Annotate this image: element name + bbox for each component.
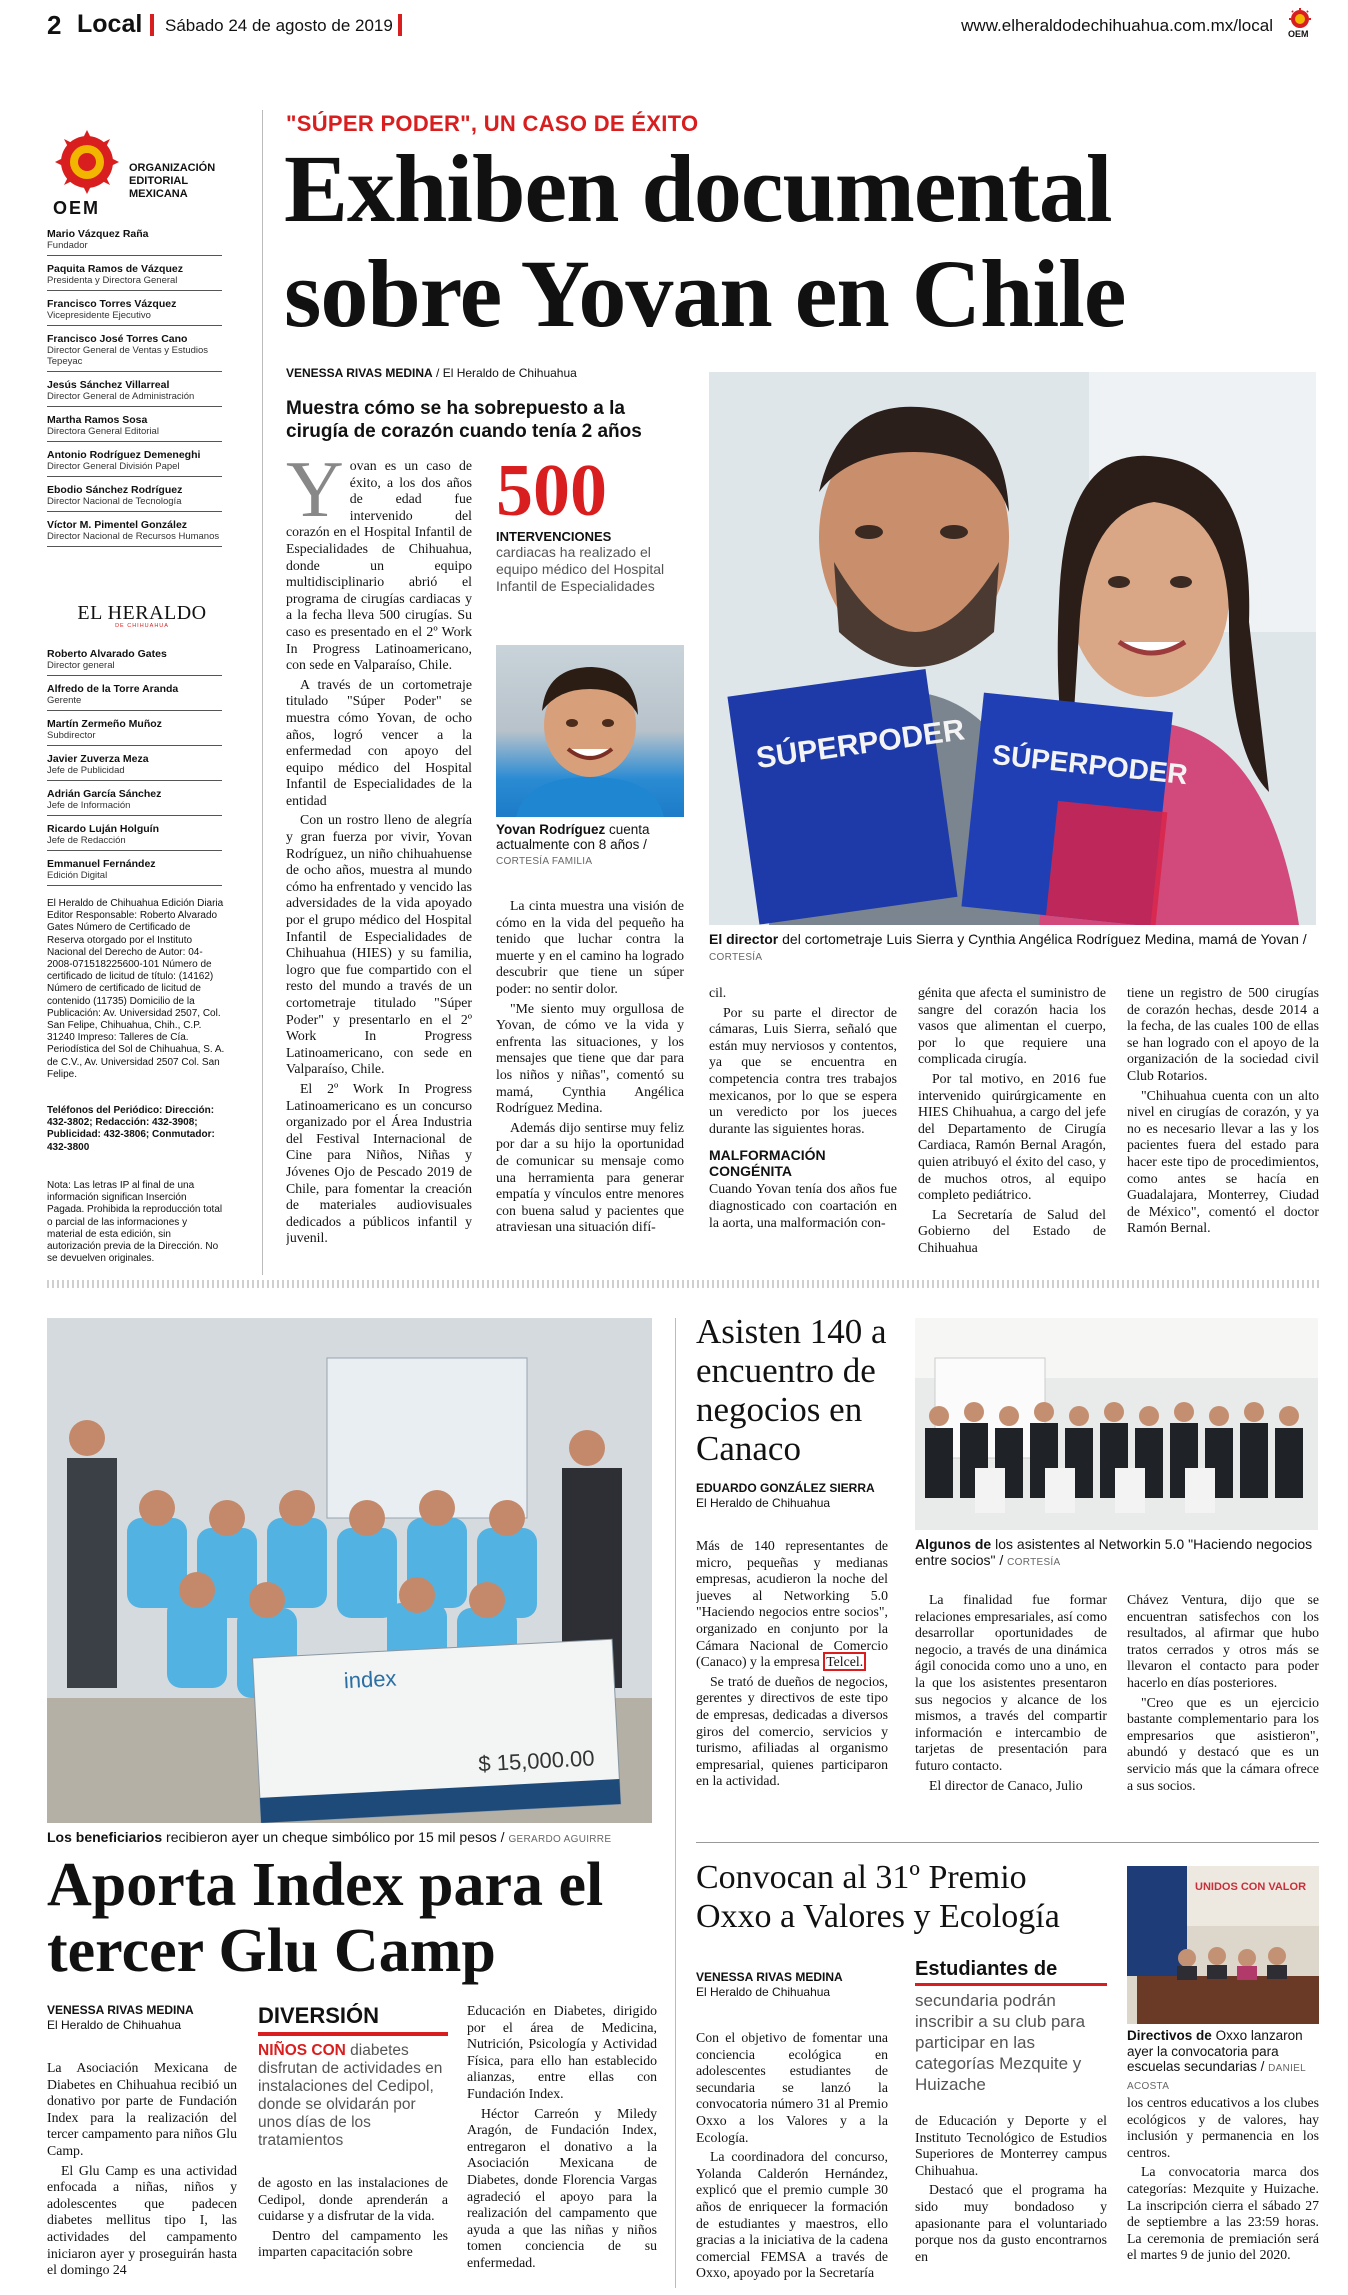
staff-name: Ricardo Luján Holguín [47,823,159,835]
story3-paragraph: "Creo que es un ejercicio bastante complementario para los empresarios que asistieron", abundó y destacó que es un servicio más que la cámara ofrece a sus socios. [1127,1694,1319,1793]
stat-description: cardiacas ha realizado el equipo médico del Hospital Infantil de Especialidades [496,544,665,594]
oem-sun-icon [47,130,127,200]
story1-column-3 [709,985,897,1270]
story1-paragraph: cil. [709,985,727,1000]
disclaimer-note: Nota: Las letras IP al final de una información significan Inserción Pagada. Prohibida la reproducción total o parcial de las informaciones y material de esta edición, sin autorización previa de la Dirección. No se devuelven originales. [47,1180,223,1265]
story4-photo-caption: Directivos de Oxxo lanzaron ayer la convocatoria para escuelas secundarias / DANIEL ACOSTA [1127,2028,1306,2092]
staff-role: Gerente [47,695,222,711]
oem-logo-text: OEM [53,198,101,218]
staff-role: Directora General Editorial [47,426,222,442]
staff-role: Director General de Administración [47,391,222,407]
diversion-lead: NIÑOS CON [258,2042,346,2059]
sidebar-divider [262,110,263,1275]
header-divider [150,14,154,36]
story1-column-2 [496,898,684,1270]
poster-title: SÚPERPODER [754,713,967,776]
story3-author: EDUARDO GONZÁLEZ SIERRA [696,1481,875,1495]
story4-paragraph: Destacó que el programa ha sido muy bondadoso y apasionante para el voluntariado porque nos da gusto encontrarnos en [915,2182,1107,2264]
story3-paragraph: El director de Canaco, Julio [929,1777,1083,1793]
story4-outlet: El Heraldo de Chihuahua [696,1985,831,1999]
staff-name: Javier Zuverza Meza [47,753,149,765]
students-box-text: secundaria podrán inscribir a su club para participar en las categorías Mezquite y Huizache [915,1991,1086,2094]
story4-headline: Convocan al 31º Premio Oxxo a Valores y Ecología [696,1859,1060,1935]
masthead-subtitle: DE CHIHUAHUA [115,623,169,629]
story1-outlet: / El Heraldo de Chihuahua [436,366,577,380]
story1-paragraph: Por tal motivo, en 2016 fue intervenido quirúrgicamente en HIES Chihuahua, a cargo del jefe del Departamento de Cirugía Cardiaca, Ramón Bernal Aragón, quien atribuyó el éxito del caso, y de muchos otros, al equipo completo pediátrico. [918,1070,1106,1203]
story4-column-3 [1127,2095,1319,2290]
story1-paragraph: El 2º Work In Progress Latinoamericano es un concurso organizado por el Área Industria del Festival Internacional de Cine para Niños, Niñas y Jóvenes Ojo de Pescado 2019 de Chile, para fomentar la creación de materiales audiovisuales dedicados a públicos infantil y juvenil. [286,1080,472,1246]
masthead [62,602,222,629]
story3-paragraph: La finalidad fue formar relaciones empresariales, así como desarrollar oportunidades de negocio, a través de una dinámica ágil conocida como uno a uno, en la que los asistentes presentaron sus negocios y alcance de los mismos, a través del compartir información e intercambio de tarjetas de presentación para futuro contacto. [915,1592,1107,1773]
staff-role: Fundador [47,240,222,256]
story3-paragraph [696,1538,888,1671]
oem-small-text: OEM [1288,29,1309,39]
stat-label: INTERVENCIONES [496,529,612,544]
staff-entry [47,519,222,547]
story2-paragraph: El Glu Camp es una actividad enfocada a niñas, niños y adolescentes que padecen diabetes mellitus tipo I, las actividades del campamento iniciaron ayer y proseguirán hasta el domingo 24 [47,2162,237,2278]
story3-photo [915,1318,1318,1530]
kid-caption-text: cuenta actualmente con 8 años [496,822,650,852]
staff-entry [47,449,222,477]
staff-name: Víctor M. Pimentel González [47,519,188,531]
story2-headline: Aporta Index para el tercer Glu Camp [47,1852,604,1985]
staff-name: Paquita Ramos de Vázquez [47,263,183,275]
story2-photo [47,1318,652,1823]
telcel-highlight: Telcel. [823,1652,866,1671]
story1-deck: Muestra cómo se ha sobrepuesto a la cirugía de corazón cuando tenía 2 años [286,398,642,442]
story4-paragraph: los centros educativos a los clubes ecológicos y de valores, hay inclusión y permanencia en los centros. [1127,2095,1319,2160]
check-amount: $ 15,000.00 [477,1745,596,1777]
story2-column-1 [47,2060,237,2290]
story1-caption-bold: El director [709,931,779,947]
story2-paragraph: Educación en Diabetes, dirigido por el área de Medicina, Nutrición, Psicología y Actividad Física, para ello han establecido alianzas, entre ellas con Fundación Index. [467,2003,657,2101]
sidebar [47,130,262,1270]
story1-paragraph: A través de un cortometraje titulado "Súper Poder" se muestra cómo Yovan, de ocho años, logró vencer a la enfermedad con apoyo del equipo médico del Hospital Infantil de Especialidades de la entidad [286,676,472,808]
kid-photo-caption: Yovan Rodríguez cuenta actualmente con 8 años / CORTESÍA FAMILIA [496,822,650,867]
staff-role: Director general [47,660,222,676]
story4-byline [696,1970,896,2000]
staff-role: Jefe de Redacción [47,835,222,851]
story2-caption-text: recibieron ayer un cheque simbólico por 15 mil pesos [166,1829,497,1845]
story4-column-1 [696,2030,888,2290]
staff-entry [47,683,222,711]
staff-role: Director Nacional de Recursos Humanos [47,531,222,547]
story1-paragraph: génita que afecta el suministro de sangre del corazón hacia los vasos que alimentan el cuerpo, por lo que requiere una complicada cirugía. [918,985,1106,1067]
staff-name: Francisco José Torres Cano [47,333,188,345]
story2-paragraph: de agosto en las instalaciones de Cedipol, donde aprenderán a cuidarse y a disfrutar de la vida. [258,2175,448,2224]
staff-role: Director General División Papel [47,461,222,477]
staff-entry [47,228,222,256]
staff-entry [47,414,222,442]
staff-name: Adrián García Sánchez [47,788,162,800]
staff-role: Jefe de Publicidad [47,765,222,781]
group-photo-icon [47,1318,652,1823]
story3-caption-bold: Algunos de [915,1536,992,1552]
story3-photo-credit: CORTESÍA [1007,1557,1061,1568]
kid-caption-name: Yovan Rodríguez [496,822,606,837]
staff-role: Director Nacional de Tecnología [47,496,222,512]
oem-logo [47,130,127,220]
staff-entry [47,484,222,512]
staff-entry [47,379,222,407]
students-box [915,1958,1107,2108]
poster-title-2: SÚPERPODER [990,738,1190,791]
stat-box [496,455,684,600]
story1-paragraph: "Chihuahua cuenta con un alto nivel en cirugías de corazón, y ya no es necesario llevar a las y los pacientes fuera del estado para hacer este tipo de procedimientos, como antes se hacía en Guadalajara, Monterrey, Ciudad de México", comentó el doctor Ramón Bernal. [1127,1087,1319,1236]
staff-entry [47,333,222,372]
staff-entry [47,718,222,746]
story1-main-photo [709,372,1316,925]
story2-outlet: El Heraldo de Chihuahua [47,2018,182,2032]
story1-paragraph: Con un rostro lleno de alegría y gran fuerza por vivir, Yovan Rodríguez, un niño chihuahuense de ocho años, muestra al mundo cómo ha enfrentado y vencido las adversidades de la vida apoyado por el grupo médico del Hospital Infantil de Especialidades de Chihuahua (HIES) y su familia, logro que fue compartido con el resto del mundo a través de un cortometraje titulado "Súper Poder" y presentarlo en el 2º Work In Progress Latinoamericano, con sede en Valparaíso, Chile. [286,812,472,1077]
story4-paragraph: de Educación y Deporte y el Instituto Tecnológico de Estudios Superiores de Monterrey campus Chihuahua. [915,2113,1107,2178]
staff-entry [47,648,222,676]
staff-entry [47,753,222,781]
diversion-text [258,2042,448,2150]
kid-photo-credit: CORTESÍA FAMILIA [496,856,593,867]
staff-name: Emmanuel Fernández [47,858,156,870]
diversion-lead-2: diabetes [350,2042,409,2059]
story1-paragraph: La Secretaría de Salud del Gobierno del Estado de Chihuahua [918,1206,1106,1255]
story4-paragraph: Con el objetivo de fomentar una conciencia ecológica en adolescentes estudiantes de secundaria se lanzó la convocatoria número 31 al Premio Oxxo a los Valores y a la Ecología. [696,2030,888,2145]
staff-role: Director General de Ventas y Estudios Tepeyac [47,345,222,372]
story1-paragraph: Cuando Yovan tenía dos años fue diagnosticado con coartación en la aorta, una malformación con- [709,1181,897,1230]
org-name: ORGANIZACIÓN EDITORIAL MEXICANA [129,162,216,200]
staff-name: Martín Zermeño Muñoz [47,718,162,730]
story4-caption-bold: Directivos de [1127,2028,1212,2043]
press-conference-icon [1127,1866,1319,2024]
story4-column-2 [915,2113,1107,2290]
story1-photo-credit: CORTESÍA [709,952,763,963]
story1-photo-caption: El director del cortometraje Luis Sierra y Cynthia Angélica Rodríguez Medina, mamá de Yovan / CORTESÍA [709,931,1307,963]
staff-role: Edición Digital [47,870,222,886]
story1-paragraph: ovan es un caso de éxito, a los dos años de edad fue intervenido del corazón en el Hospital Infantil de Especialidades de Chihuahua, donde un equipo multidisciplinario abrió el programa de cirugías cardiacas y a la fecha lleva 500 cirugías. Su caso es presentado en el 2º Work In Progress Latinoamericano, con sede en Valparaíso, Chile. [286,458,472,673]
story2-paragraph: Héctor Carreón y Miledy Aragón, de Fundación Index, entregaron el donativo a la Asociación Mexicana de Diabetes, donde Florencia Vargas agradeció el apoyo para la realización del campamento que ayuda a que las niñas y niños tomen conciencia de su enfermedad. [467,2105,657,2270]
staff-list-oem [47,228,222,554]
story1-paragraph: La cinta muestra una visión de cómo en la vida del pequeño ha tenido que luchar contra la muerte y en el camino ha logrado descubrir que tiene un súper poder: no sentir dolor. [496,898,684,996]
story1-column-1 [286,458,472,1268]
story1-subhead: MALFORMACIÓN CONGÉNITA [709,1147,826,1180]
staff-name: Alfredo de la Torre Aranda [47,683,179,695]
staff-name: Roberto Alvarado Gates [47,648,167,660]
staff-name: Martha Ramos Sosa [47,414,148,426]
story3-column-2 [915,1592,1107,1823]
story1-column-5 [1127,985,1319,1270]
staff-entry [47,858,222,886]
story1-byline [286,366,686,381]
story1-drop-cap: Y [286,458,344,534]
legal-notice: El Heraldo de Chihuahua Edición Diaria Editor Responsable: Roberto Alvarado Gates Número de Certificado de Reserva otorgado por el Instituto Nacional del Derecho de Autor: 04-2008-071518225600-101 Número de certificado de licitud de título: (14162) Número de certificado de licitud de contenido (11735) Domicilio de la Publicación: Av. Universidad 2507, Col. San Felipe, Chihuahua, Chih., C.P. 31240 Impreso: Talleres de Cía. Periodística del Sol de Chihuahua, S. A. de C.V., Av. Universidad 2507 Col. San Felipe. [47,898,225,1080]
staff-entry [47,263,222,291]
story2-column-2 [258,2175,448,2290]
story4-photo [1127,1866,1319,2024]
staff-name: Jesús Sánchez Villarreal [47,379,170,391]
diversion-box [258,2003,448,2151]
staff-name: Ebodio Sánchez Rodríguez [47,484,183,496]
story1-paragraph: Por su parte el director de cámaras, Luis Sierra, señaló que están muy nerviosos y contentos, ya que se encuentra en competencia contra tres trabajos mexicanos, por lo que se espera un veredicto por los jueces durante las siguientes horas. [709,1004,897,1136]
story2-paragraph: Dentro del campamento les imparten capacitación sobre [258,2227,448,2260]
story2-caption-bold: Los beneficiarios [47,1829,163,1845]
staff-name: Francisco Torres Vázquez [47,298,177,310]
staff-entry [47,823,222,851]
story-divider [696,1842,1319,1843]
staff-list-heraldo [47,648,222,893]
story2-photo-credit: GERARDO AGUIRRE [508,1834,612,1845]
phone-numbers: Teléfonos del Periódico: Dirección: 432-3802; Redacción: 432-3908; Publicidad: 432-3806; Conmutador: 432-3800 [47,1105,215,1153]
check-brand: index [343,1665,398,1694]
story1-author: VENESSA RIVAS MEDINA [286,366,433,380]
diversion-body: disfrutan de actividades en instalaciones del Cedipol, donde se olvidarán por unos días de los tratamientos [258,2060,443,2149]
story2-paragraph: La Asociación Mexicana de Diabetes en Chihuahua recibió un donativo por parte de Fundación Index para la realización del tercer campamento para niños Glu Camp. [47,2060,237,2158]
kid-photo [496,645,684,817]
staff-role: Jefe de Información [47,800,222,816]
story4-photo-credit: DANIEL ACOSTA [1127,2063,1306,2092]
business-group-icon [915,1318,1318,1530]
oem-small-logo [1283,8,1317,40]
stat-number: 500 [496,455,607,532]
story1-paragraph: "Me siento muy orgullosa de Yovan, de cómo ve la vida y enfrenta las situaciones, y los mensajes que tiene que dar para los niños y niñas", comentó su mamá, Cynthia Angélica Rodríguez Medina. [496,1000,684,1116]
story3-column-1 [696,1538,888,1823]
selfie-illustration-icon [709,372,1316,925]
story2-author: VENESSA RIVAS MEDINA [47,2003,194,2017]
story4-author: VENESSA RIVAS MEDINA [696,1970,843,1984]
story3-column-3 [1127,1592,1319,1823]
story4-paragraph: La coordinadora del concurso, Yolanda Calderón Hernández, explicó que el premio cumple 30 años de enriquecer la formación de estudiantes y maestros, ello gracias a la iniciativa de la cadena comercial FEMSA a través de Oxxo, apoyado por la Secretaría [696,2149,888,2281]
masthead-title: EL HERALDO [77,602,207,624]
section-label: Local [77,10,143,38]
story2-byline [47,2003,237,2033]
story3-byline [696,1481,906,1511]
story3-headline: Asisten 140 a encuentro de negocios en Canaco [696,1312,887,1468]
page-number: 2 [47,10,62,40]
story4-caption-text: Oxxo lanzaron ayer la convocatoria para escuelas secundarias [1127,2028,1303,2074]
page-header [47,8,1317,40]
story1-kicker: "SÚPER PODER", UN CASO DE ÉXITO [286,111,699,136]
story4-paragraph: La convocatoria marca dos categorías: Mezquite y Huizache. La inscripción cierra el sábado 27 de septiembre a las 23:59 horas. La ceremonia de premiación será el martes 9 de junio del 2020. [1127,2164,1319,2263]
column-divider [675,1318,676,2288]
story1-paragraph: Además dijo sentirse muy feliz por dar a su hijo la oportunidad de comunicar su mensaje como una herramienta para generar empatía y vínculos entre menores con buena salud y pacientes que atraviesan una situación difí- [496,1119,684,1235]
diversion-title: DIVERSIÓN [258,2003,448,2036]
story3-caption-text: los asistentes al Networkin 5.0 "Haciendo negocios entre socios" [915,1536,1313,1568]
staff-name: Antonio Rodríguez Demeneghi [47,449,201,461]
story3-outlet: El Heraldo de Chihuahua [696,1496,831,1510]
students-box-title: Estudiantes de [915,1958,1107,1986]
kid-portrait-icon [496,645,684,817]
section-separator [47,1280,1319,1288]
staff-entry [47,298,222,326]
story1-caption-text: del cortometraje Luis Sierra y Cynthia Angélica Rodríguez Medina, mamá de Yovan [782,931,1299,947]
story3-lead-text: Más de 140 representantes de micro, pequeñas y medianas empresas, acudieron la noche del jueves al Networking 5.0 "Haciendo negocios entre socios", organizado en conjunto por la Cámara Nacional de Comercio (Canaco) y la empresa [696,1538,888,1670]
staff-entry [47,788,222,816]
story2-photo-caption: Los beneficiarios recibieron ayer un cheque simbólico por 15 mil pesos / GERARDO AGUIRRE [47,1829,612,1845]
staff-role: Vicepresidente Ejecutivo [47,310,222,326]
story3-paragraph: Chávez Ventura, dijo que se encuentran satisfechos con los resultados, al afirmar que hubo tratos cerrados y otros más se llevaron el contacto para poder hacerlo en días posteriores. [1127,1592,1319,1690]
story1-headline: Exhiben documental sobre Yovan en Chile [284,136,1126,347]
story3-paragraph: Se trató de dueños de negocios, gerentes y directivos de este tipo de empresas, dedicadas a diversos giros del comercio, servicios y turismo, afiliadas al organismo empresarial, quienes participaron en la actividad. [696,1673,888,1789]
staff-role: Subdirector [47,730,222,746]
story1-column-4 [918,985,1106,1270]
story3-photo-caption: Algunos de los asistentes al Networkin 5.0 "Haciendo negocios entre socios" / CORTESÍA [915,1536,1313,1568]
header-date: Sábado 24 de agosto de 2019 [165,16,393,35]
header-url[interactable]: www.elheraldodechihuahua.com.mx/local [961,16,1273,35]
story1-paragraph: tiene un registro de 500 cirugías de corazón hechas, desde 2014 a la fecha, de las cuales 100 de ellas se han logrado con el apoyo de la organización de la sociedad civil Club Rotarios. [1127,985,1319,1083]
banner-text: UNIDOS CON VALOR [1195,1881,1307,1893]
staff-name: Mario Vázquez Raña [47,228,149,240]
staff-role: Presidenta y Directora General [47,275,222,291]
story2-column-3 [467,2003,657,2290]
header-divider-2 [398,14,402,36]
